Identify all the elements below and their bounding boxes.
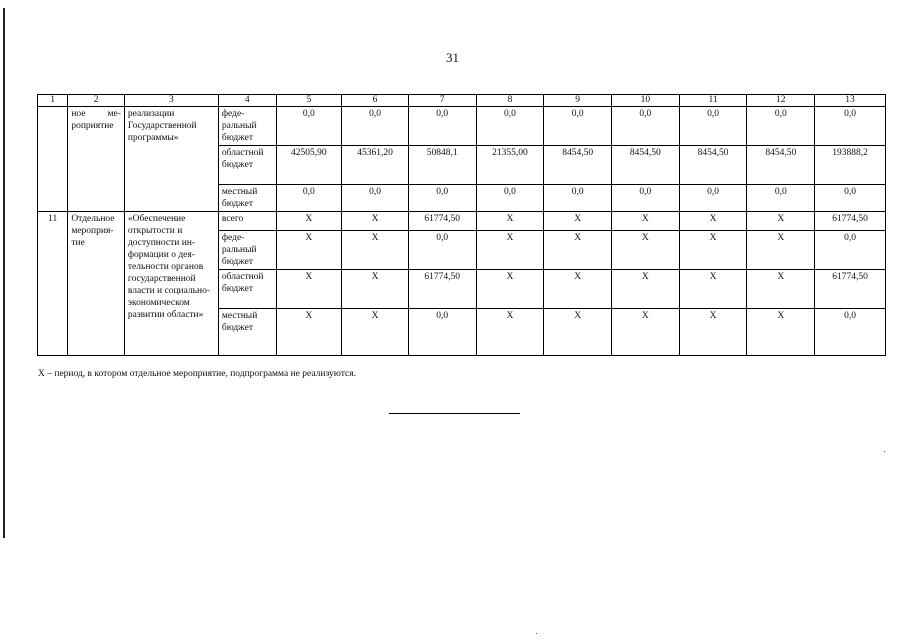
value-cell: Х (747, 270, 815, 309)
budget-table (37, 94, 886, 356)
value-cell: 0,0 (747, 107, 815, 146)
value-cell: Х (544, 270, 612, 309)
row-number-cell: 11 (38, 212, 68, 356)
table-row (38, 107, 886, 146)
value-cell: 0,0 (815, 309, 886, 356)
value-cell: 45361,20 (342, 146, 409, 185)
value-cell: 0,0 (747, 185, 815, 212)
value-cell: Х (342, 231, 409, 270)
funding-source-cell: федеральный бюджет (218, 107, 276, 146)
value-cell: 0,0 (408, 107, 476, 146)
header-cell: 11 (679, 95, 747, 107)
value-cell: 21355,00 (476, 146, 544, 185)
value-cell: 61774,50 (815, 212, 886, 231)
header-cell: 13 (815, 95, 886, 107)
value-cell: Х (679, 231, 747, 270)
value-cell: 50848,1 (408, 146, 476, 185)
value-cell: 61774,50 (815, 270, 886, 309)
header-cell: 10 (612, 95, 680, 107)
value-cell: 0,0 (476, 107, 544, 146)
value-cell: Х (276, 270, 342, 309)
value-cell: 0,0 (276, 185, 342, 212)
value-cell: Х (747, 309, 815, 356)
value-cell: Х (342, 212, 409, 231)
separator-line (389, 413, 520, 414)
event-name-cell: «Обеспечение открытости и доступности информации о деятельности органов государственной власти и социально-экономическом развитии области» (124, 212, 218, 356)
scan-speck (884, 451, 885, 452)
header-cell: 8 (476, 95, 544, 107)
funding-source-cell: федеральный бюджет (218, 231, 276, 270)
value-cell: Х (679, 212, 747, 231)
value-cell: Х (476, 231, 544, 270)
header-cell: 2 (68, 95, 125, 107)
value-cell: 193888,2 (815, 146, 886, 185)
value-cell: Х (612, 212, 680, 231)
value-cell: 0,0 (408, 309, 476, 356)
header-cell: 7 (408, 95, 476, 107)
value-cell: Х (544, 231, 612, 270)
value-cell: 8454,50 (747, 146, 815, 185)
value-cell: Х (747, 212, 815, 231)
value-cell: Х (276, 309, 342, 356)
value-cell: 0,0 (815, 231, 886, 270)
value-cell: 0,0 (408, 231, 476, 270)
value-cell: 8454,50 (544, 146, 612, 185)
value-cell: Х (747, 231, 815, 270)
value-cell: 0,0 (342, 185, 409, 212)
value-cell: 0,0 (544, 185, 612, 212)
funding-source-cell: местный бюджет (218, 185, 276, 212)
value-cell: Х (544, 309, 612, 356)
value-cell: 0,0 (679, 107, 747, 146)
value-cell: 61774,50 (408, 270, 476, 309)
value-cell: 0,0 (476, 185, 544, 212)
value-cell: 0,0 (612, 185, 680, 212)
value-cell: 42505,90 (276, 146, 342, 185)
funding-source-cell: областной бюджет (218, 146, 276, 185)
value-cell: Х (612, 270, 680, 309)
table-row (38, 212, 886, 231)
value-cell: 61774,50 (408, 212, 476, 231)
event-type-cell: Отдельное мероприятие (68, 212, 125, 356)
value-cell: Х (276, 231, 342, 270)
value-cell: Х (476, 309, 544, 356)
left-margin-rule (3, 8, 5, 538)
value-cell: 0,0 (815, 185, 886, 212)
header-cell: 4 (218, 95, 276, 107)
table-header-row (38, 95, 886, 107)
value-cell: Х (544, 212, 612, 231)
value-cell: Х (476, 270, 544, 309)
funding-source-cell: всего (218, 212, 276, 231)
page-number: 31 (446, 50, 459, 65)
value-cell: Х (612, 231, 680, 270)
header-cell: 1 (38, 95, 68, 107)
header-cell: 5 (276, 95, 342, 107)
value-cell: Х (342, 309, 409, 356)
value-cell: 8454,50 (612, 146, 680, 185)
funding-source-cell: местный бюджет (218, 309, 276, 356)
value-cell: 0,0 (612, 107, 680, 146)
scan-speck (536, 633, 537, 634)
value-cell: 0,0 (408, 185, 476, 212)
header-cell: 6 (342, 95, 409, 107)
value-cell: 0,0 (276, 107, 342, 146)
value-cell: Х (679, 309, 747, 356)
header-cell: 9 (544, 95, 612, 107)
value-cell: Х (276, 212, 342, 231)
value-cell: Х (476, 212, 544, 231)
event-type-cell: ное мероприятие (68, 107, 125, 212)
value-cell: 0,0 (815, 107, 886, 146)
value-cell: 0,0 (679, 185, 747, 212)
value-cell: 0,0 (342, 107, 409, 146)
value-cell: 0,0 (544, 107, 612, 146)
value-cell: Х (679, 270, 747, 309)
header-cell: 3 (124, 95, 218, 107)
value-cell: 8454,50 (679, 146, 747, 185)
event-name-cell: реализации Государственной программы» (124, 107, 218, 212)
value-cell: Х (342, 270, 409, 309)
value-cell: Х (612, 309, 680, 356)
row-number-cell (38, 107, 68, 212)
footnote: Х – период, в котором отдельное мероприятие, подпрограмма не реализуются. (38, 369, 356, 379)
funding-source-cell: областной бюджет (218, 270, 276, 309)
header-cell: 12 (747, 95, 815, 107)
